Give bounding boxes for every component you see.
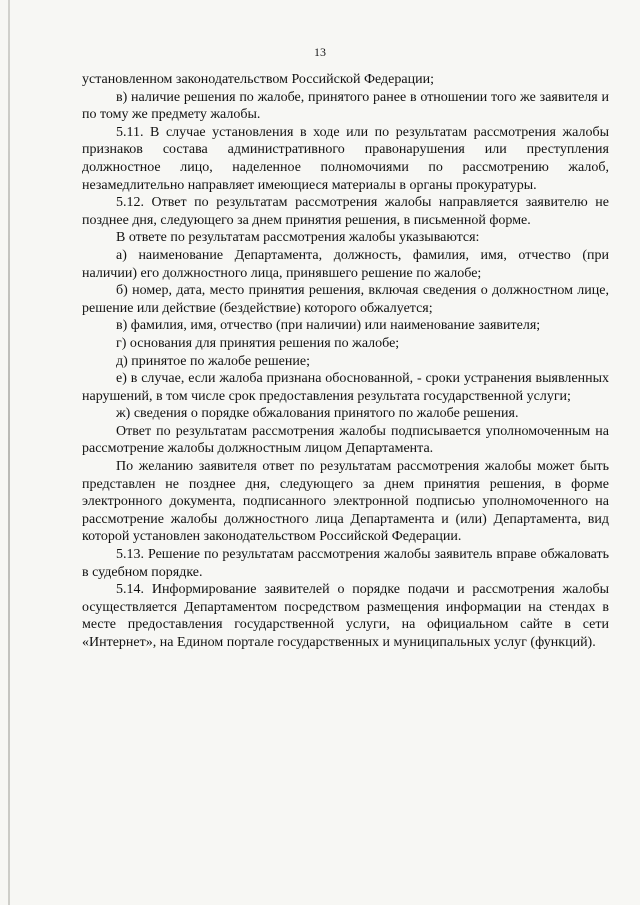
paragraph: 5.13. Решение по результатам рассмотрения жалобы заявитель вправе обжаловать в судебном порядке. (82, 547, 609, 580)
paragraph: а) наименование Департамента, должность, фамилия, имя, отчество (при наличии) его должностного лица, принявшего решение по жалобе; (82, 247, 609, 281)
paragraph: д) принятое по жалобе решение; (116, 353, 310, 369)
scan-edge (8, 0, 10, 905)
paragraph: г) основания для принятия решения по жалобе; (116, 335, 400, 351)
page-number: 13 (314, 45, 326, 59)
paragraph: б) номер, дата, место принятия решения, включая сведения о должностном лице, решение или действие (бездействие) которого обжалуется; (82, 283, 609, 316)
paragraph: 5.14. Информирование заявителей о порядке подачи и рассмотрения жалобы осуществляется Департаментом посредством размещения информации на стендах в месте предоставления государственной услуги, на официальном сайте в сети «Интернет», на Едином портале государственных и муниципальных услуг (функций). (82, 582, 609, 650)
paragraph: 5.12. Ответ по результатам рассмотрения жалобы направляется заявителю не позднее дня, следующего за днем принятия решения, в письменной форме. (82, 195, 609, 228)
paragraph: установленном законодательством Российской Федерации; (82, 72, 434, 87)
paragraph: В ответе по результатам рассмотрения жалобы указываются: (116, 230, 480, 246)
paragraph: в) наличие решения по жалобе, принятого ранее в отношении того же заявителя и по тому же предмету жалобы. (82, 89, 609, 123)
document-body (82, 71, 609, 652)
paragraph: в) фамилия, имя, отчество (при наличии) или наименование заявителя; (116, 318, 541, 334)
paragraph: По желанию заявителя ответ по результатам рассмотрения жалобы может быть представлен не позднее дня, следующего за днем принятия решения, в форме электронного документа, подписанного электронной подписью уполномоченного на рассмотрение жалобы должностного лица Департамента и (или) Департамента, вид которой установлен законодательством Российской Федерации. (82, 459, 609, 545)
paragraph: Ответ по результатам рассмотрения жалобы подписывается уполномоченным на рассмотрение жалобы должностным лицом Департамента. (82, 423, 609, 457)
paragraph: ж) сведения о порядке обжалования принятого по жалобе решения. (116, 406, 519, 422)
paragraph: е) в случае, если жалоба признана обоснованной, - сроки устранения выявленных нарушений, в том числе срок предоставления результата государственной услуги; (82, 371, 609, 404)
paragraph: 5.11. В случае установления в ходе или по результатам рассмотрения жалобы признаков состава административного правонарушения или преступления должностное лицо, наделенное полномочиями по рассмотрению жалоб, незамедлительно направляет имеющиеся материалы в органы прокуратуры. (82, 124, 609, 193)
